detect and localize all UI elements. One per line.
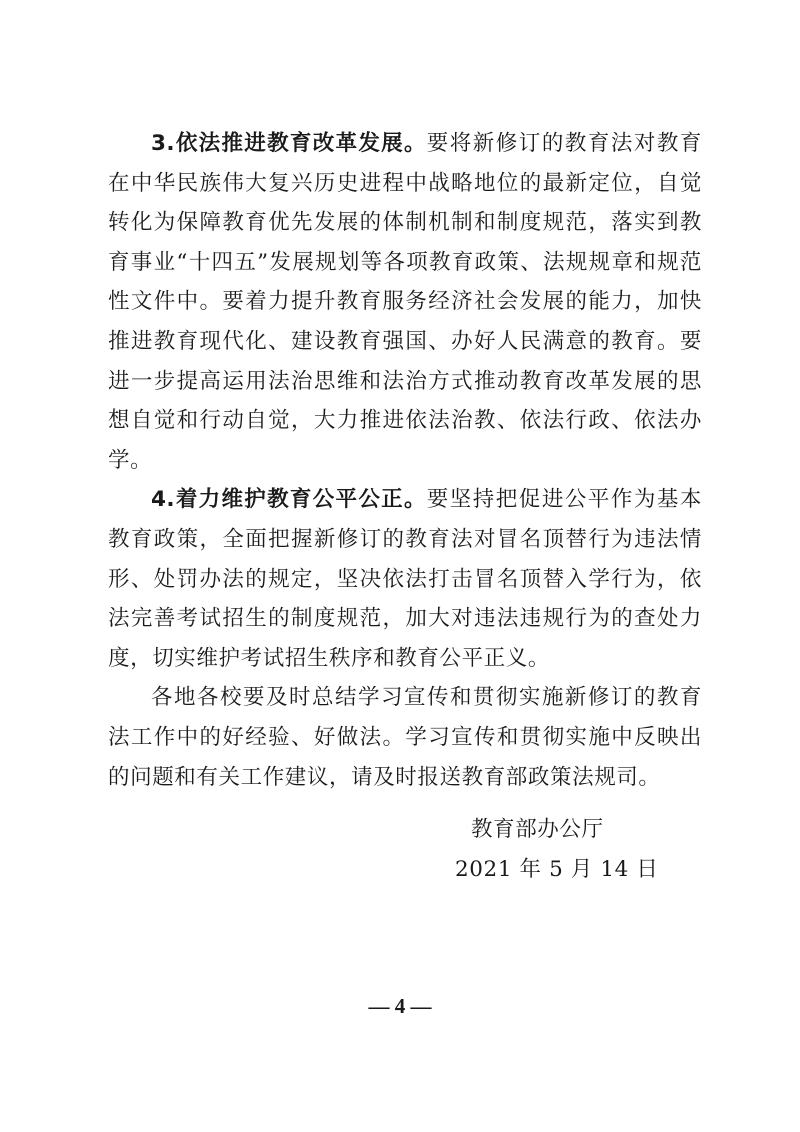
signature-date: 2021 年 5 月 14 日 <box>455 857 659 882</box>
paragraph-text: 要将新修订的教育法对教育在中华民族伟大复兴历史进程中战略地位的最新定位，自觉转化为保障教育优先发展的体制机制和制度规范，落实到教育事业“十四五”发展规划等各项教育政策、法规规章和规范性文件中。要着力提升教育服务经济社会发展的能力，加快推进教育现代化、建设教育强国、办好人民满意的教育。要进一步提高运用法治思维和法治方式推动教育改革发展的思想自觉和行动自觉，大力推进依法治教、依法行政、依法办学。 <box>108 131 702 473</box>
paragraph-closing <box>108 678 702 797</box>
page-number: — 4 — <box>368 994 432 1018</box>
paragraph-heading: 3.依法推进教育改革发展。 <box>151 131 427 156</box>
paragraph-text: 各地各校要及时总结学习宣传和贯彻实施新修订的教育法工作中的好经验、好做法。学习宣传和贯彻实施中反映出的问题和有关工作建议，请及时报送教育部政策法规司。 <box>108 685 702 790</box>
paragraph-text: 要坚持把促进公平作为基本教育政策，全面把握新修订的教育法对冒名顶替行为违法情形、处罚办法的规定，坚决依法打击冒名顶替入学行为，依法完善考试招生的制度规范，加大对违法违规行为的查处力度，切实维护考试招生秩序和教育公平正义。 <box>108 487 702 671</box>
signature-organization: 教育部办公厅 <box>471 817 604 842</box>
paragraph-fairness <box>108 480 702 678</box>
paragraph-heading: 4.着力维护教育公平公正。 <box>151 487 427 513</box>
document-body <box>108 124 702 797</box>
paragraph-reform <box>108 124 702 480</box>
